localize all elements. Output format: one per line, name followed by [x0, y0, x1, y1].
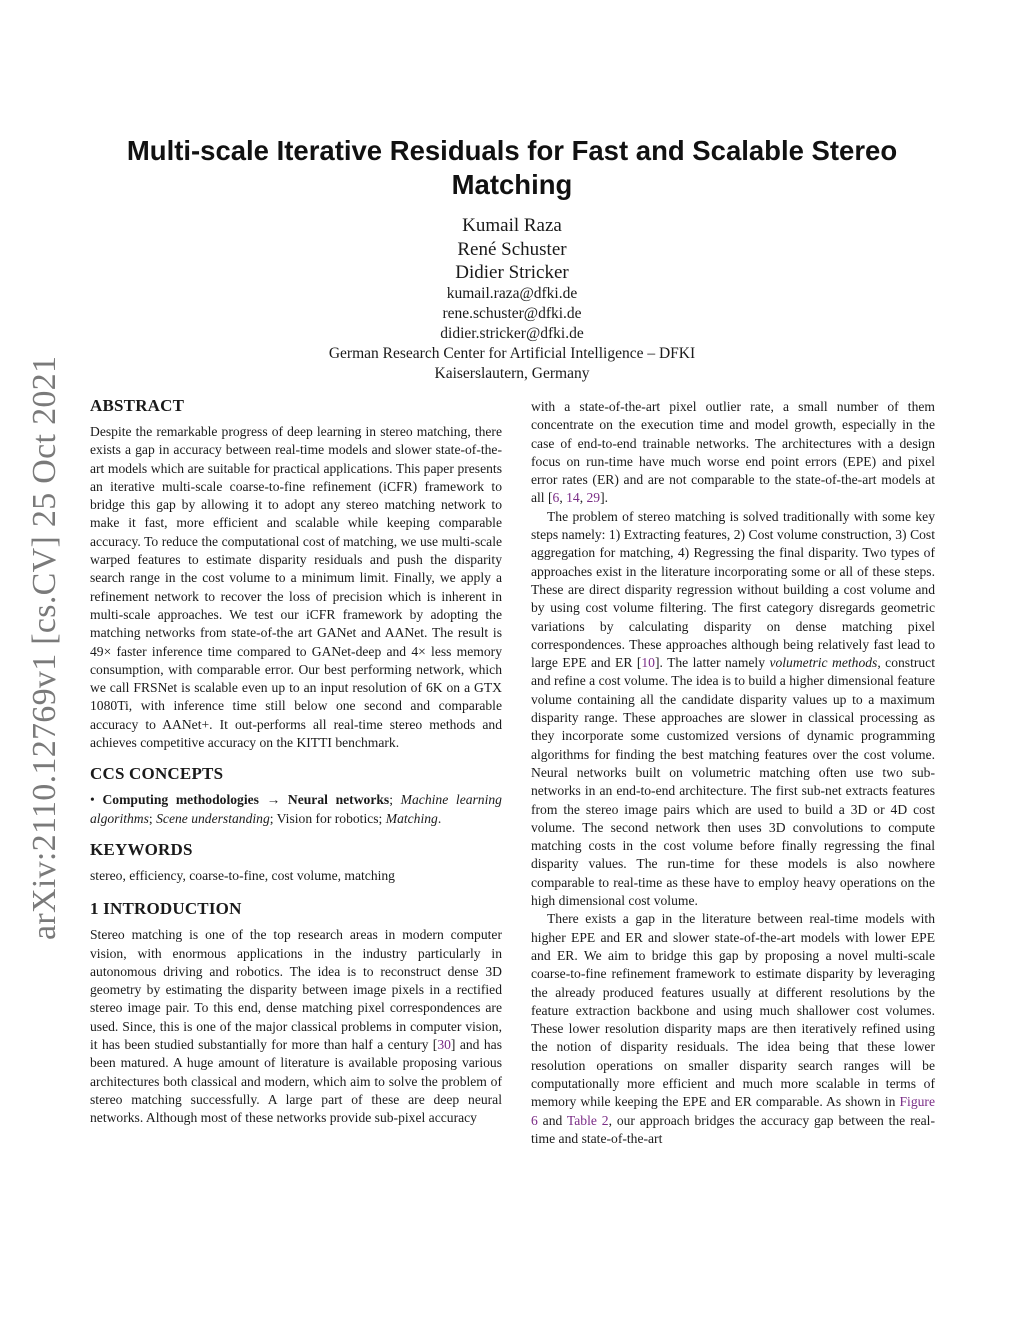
- paper-title: Multi-scale Iterative Residuals for Fast and Scalable Stereo Matching: [126, 135, 898, 200]
- intro-paragraph: [531, 910, 935, 1148]
- keywords-text: stereo, efficiency, coarse-to-fine, cost volume, matching: [90, 867, 395, 883]
- ccs-main: Computing methodologies → Neural networks: [102, 792, 390, 808]
- paragraph-text: , our approach bridges the accuracy gap between the real-time and state-of-the-art: [531, 1112, 935, 1146]
- table-link[interactable]: Table 2: [566, 1112, 609, 1128]
- ccs-concepts: [90, 791, 502, 828]
- intro-paragraph: [531, 398, 935, 508]
- intro-heading: 1 INTRODUCTION: [90, 899, 242, 919]
- paragraph-text: ]. The latter namely: [654, 655, 770, 671]
- paragraph-text: ].: [600, 490, 609, 506]
- left-column: [90, 396, 502, 1128]
- keywords-heading: KEYWORDS: [90, 839, 193, 859]
- ccs-separator: ; Vision for robotics;: [269, 810, 386, 826]
- ccs-end: .: [437, 810, 442, 826]
- author-name: Kumail Raza: [462, 215, 562, 236]
- author-email[interactable]: kumail.raza@dfki.de: [446, 285, 578, 302]
- figure-link[interactable]: Figure 6: [531, 1094, 935, 1128]
- author-contact: [200, 284, 824, 384]
- author-email[interactable]: rene.schuster@dfki.de: [442, 305, 582, 322]
- intro-paragraph: [90, 926, 502, 1127]
- citation-link[interactable]: 10: [641, 655, 655, 671]
- arxiv-stamp: arXiv:2110.12769v1 [cs.CV] 25 Oct 2021: [26, 355, 63, 940]
- ccs-item: Machine learning algorithms: [90, 792, 502, 826]
- intro-paragraph: [531, 508, 935, 911]
- paragraph-text: ] and has been matured. A huge amount of literature is available proposing various architectures both classical and modern, which aim to solve the problem of stereo matching successfully. A large part of these are deep neural networks. Although most of these networks provide sub-pixel accuracy: [90, 1037, 502, 1126]
- location: Kaiserslautern, Germany: [434, 365, 590, 382]
- paragraph-text: , construct and refine a cost volume. The idea is to build a higher dimensional feature volume containing all the candidate disparity values up to a maximum disparity range. These approaches are slower in classical processing as they incorporate some customized versions of dynamic programming algorithms for finding the best matching features over the cost volume. Neural networks built on volumetric matching often use two sub-networks in an end-to-end architecture. The first sub-net extracts features from the stereo image pairs which are used to build a 3D or 4D cost volume. The second network then uses 3D convolutions to compute matching costs in the cost volume before finally regressing the final disparity values. The run-time for these models is also nowhere comparable to real-time as these have to employ heavy operations on the high dimensional cost volume.: [531, 655, 935, 909]
- ccs-item: Scene understanding: [156, 810, 270, 826]
- paragraph-text: and: [537, 1112, 567, 1128]
- ccs-separator: ;: [389, 792, 401, 808]
- paragraph-text: The problem of stereo matching is solved traditionally with some key steps namely: 1) Extracting features, 2) Cost volume construction, 3) Cost aggregation for matching, 4) Regressing the final disparity. Two types of approaches exist in the literature incorporating some or all of these steps. These are direct disparity regression without building a cost volume and by using cost volume filtering. The first category disregards geometric variations by calculating disparity on dense matching pixel correspondences. These approaches although being relatively fast lead to large EPE and ER [: [531, 508, 935, 671]
- author-email[interactable]: didier.stricker@dfki.de: [440, 325, 584, 342]
- citation-link[interactable]: 14: [566, 490, 580, 506]
- author-name: Didier Stricker: [455, 262, 569, 283]
- citation-link[interactable]: 30: [437, 1037, 451, 1053]
- ccs-separator: ;: [148, 810, 157, 826]
- right-column: [531, 398, 935, 1148]
- author-name: René Schuster: [457, 238, 567, 260]
- abstract-text: Despite the remarkable progress of deep learning in stereo matching, there exists a gap in accuracy between real-time models and slower state-of-the-art models which are suitable for practical applications. This paper presents an iterative multi-scale coarse-to-fine refinement (iCFR) framework to bridge this gap by allowing it to adopt any stereo matching network to make it fast, more efficient and scalable while keeping comparable accuracy. To reduce the computational cost of matching, we use multi-scale warped features to estimate disparity residuals and push the disparity search range in the cost volume to a minimum limit. Finally, we apply a refinement network to recover the loss of precision which is inherent in multi-scale approaches. We test our iCFR framework by adopting the matching networks from state-of-the art GANet and AANet. The result is 49× faster inference time compared to GANet-deep and 4× less memory consumption, with comparable error. Our best performing network, which we call FRSNet is scalable even up to an input resolution of 6K on a GTX 1080Ti, with inference time still below one second and comparable accuracy to AANet+. It out-performs all real-time stereo methods and achieves competitive accuracy on the KITTI benchmark.: [90, 424, 502, 751]
- author-list: [200, 214, 824, 285]
- abstract-heading: ABSTRACT: [90, 396, 185, 415]
- ccs-bullet: •: [90, 792, 95, 808]
- paragraph-text: There exists a gap in the literature between real-time models with higher EPE and ER and slower state-of-the-art models with lower EPE and ER. We aim to bridge this gap by proposing a novel multi-scale coarse-to-fine refinement framework to estimate disparity by leveraging the already produced features usually at different resolutions by the feature extraction backbone and using much shallower cost volumes. These lower resolution disparity maps are then iteratively refined using the notion of disparity residuals. The idea being that these lower resolution operations on smaller disparity search ranges will be computationally more efficient and much more scalable in terms of memory while keeping the EPE and ER comparable. As shown in: [531, 911, 935, 1110]
- citation-separator: ,: [579, 490, 587, 506]
- citation-link[interactable]: 29: [586, 490, 601, 506]
- paragraph-text: Stereo matching is one of the top research areas in modern computer vision, with enormous applications in the industry particularly in autonomous driving and robotics. The idea is to reconstruct dense 3D geometry by estimating the disparity between image pixels in a rectified stereo image pair. To this end, dense matching pixel correspondences are used. Since, this is one of the major classical problems in computer vision, it has been studied substantially for more than half a century [: [90, 927, 502, 1053]
- emphasis-text: volumetric methods: [769, 655, 878, 671]
- paragraph-text: with a state-of-the-art pixel outlier rate, a small number of them concentrate on the execution time and model growth, especially in the case of end-to-end trainable networks. The architectures with a design focus on run-time have much worse end point errors (EPE) and pixel error rates (ER) and are not comparable to the state-of-the-art models at all [: [531, 399, 935, 506]
- citation-separator: ,: [559, 490, 567, 506]
- affiliation: German Research Center for Artificial Intelligence – DFKI: [328, 345, 696, 362]
- ccs-heading: CCS CONCEPTS: [90, 764, 224, 784]
- citation-link[interactable]: 6: [552, 490, 560, 506]
- ccs-item: Matching: [385, 810, 438, 826]
